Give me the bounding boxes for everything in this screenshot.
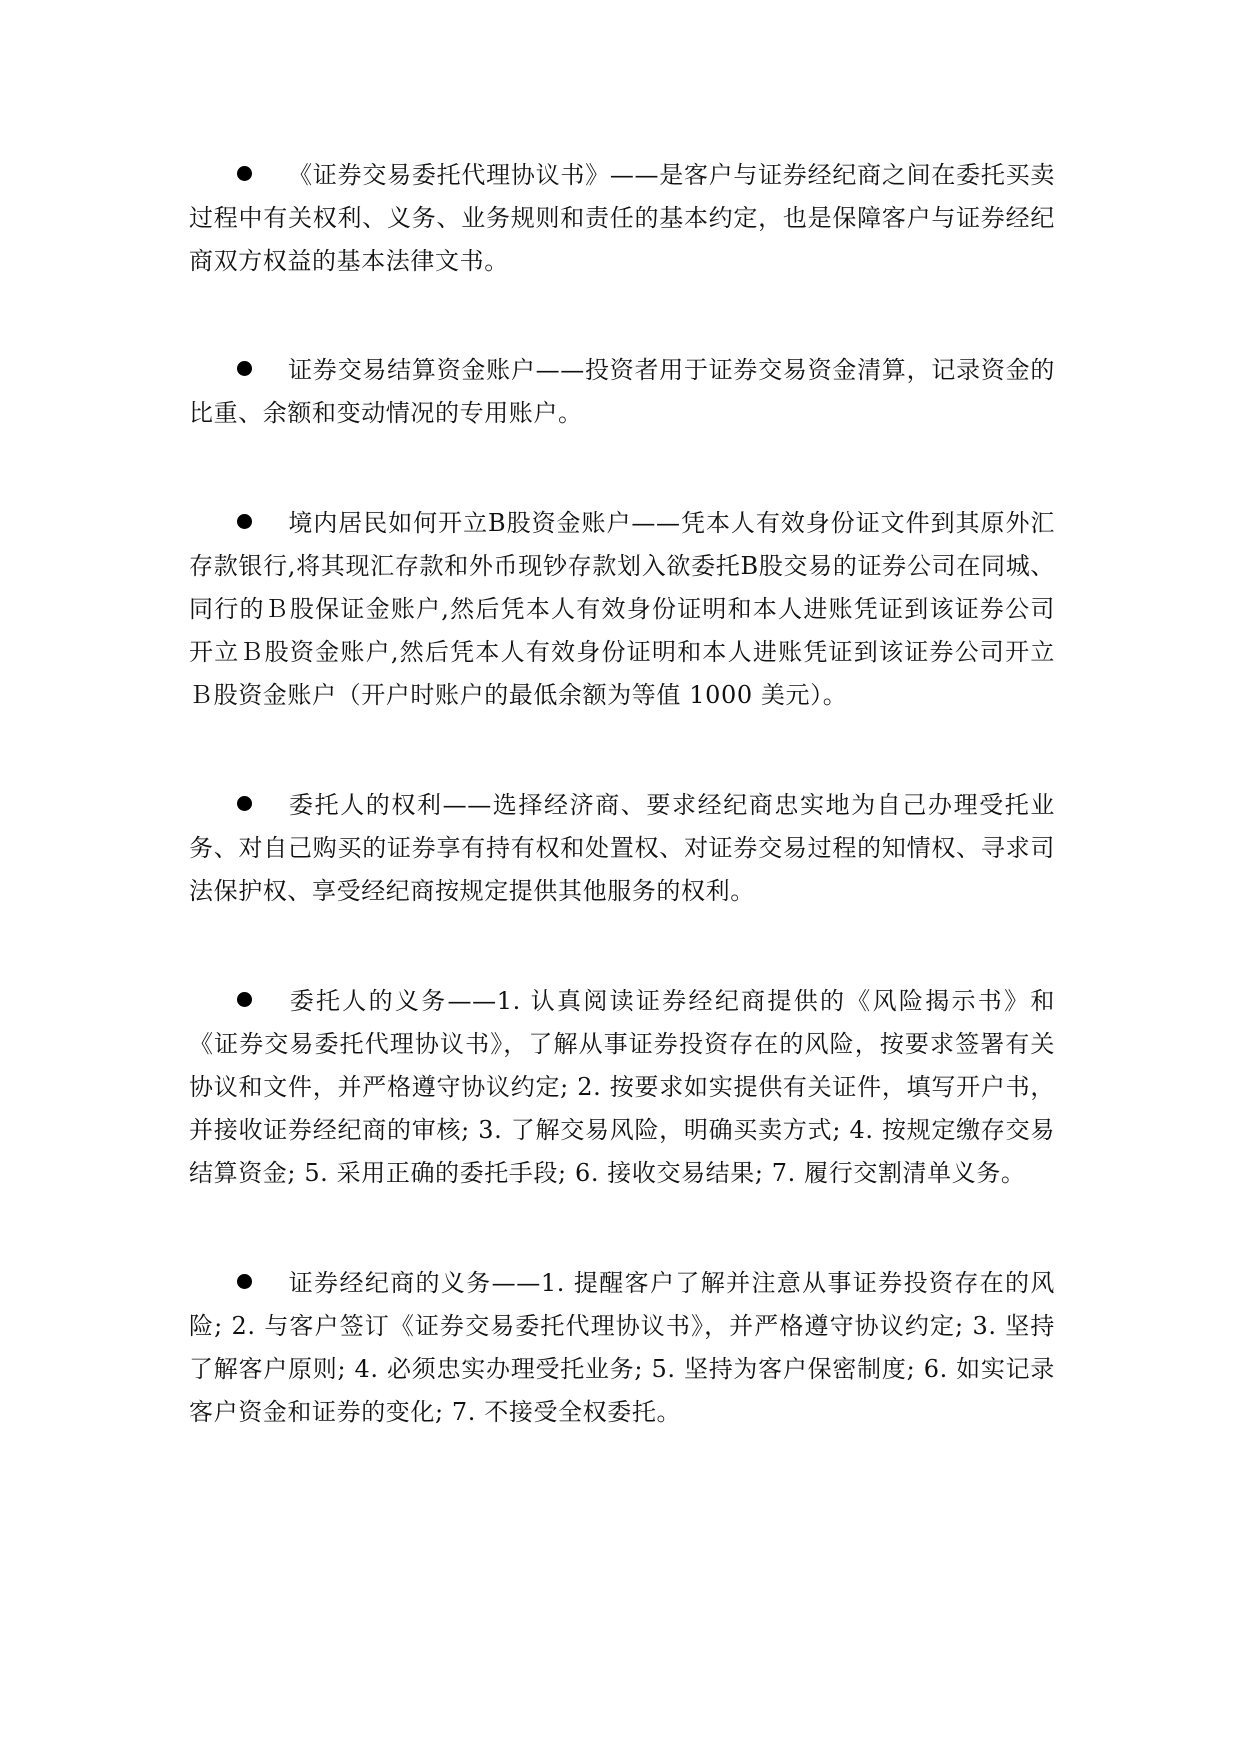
definition-entry (189, 784, 1055, 913)
entry-description: 投资者用于证券交易资金清算，记录资金的比重、余额和变动情况的专用账户。 (189, 356, 1055, 427)
entry-dash: —— (535, 356, 585, 384)
definition-entry (189, 1262, 1055, 1434)
entry-dash: —— (491, 1269, 541, 1297)
entry-term: 《证券交易委托代理协议书》 (288, 161, 610, 189)
bullet-icon (237, 514, 252, 529)
entry-description: 1. 提醒客户了解并注意从事证券投资存在的风险; 2. 与客户签订《证券交易委托代理协议书》，并严格遵守协议约定; 3. 坚持了解客户原则; 4. 必须忠实办理受托业务; 5. 坚持为客户保密制度; 6. 如实记录客户资金和证券的变化; 7. 不接受全权委托。 (189, 1269, 1055, 1426)
bullet-icon (237, 166, 252, 181)
bullet-icon (237, 1274, 252, 1289)
entry-term: 委托人的义务 (288, 987, 448, 1015)
definition-entry (189, 349, 1055, 435)
bullet-icon (237, 992, 252, 1007)
entry-term: 证券交易结算资金账户 (288, 356, 536, 384)
entry-term: 委托人的权利 (288, 791, 443, 819)
definition-entry (189, 980, 1055, 1195)
entry-description: 1. 认真阅读证券经纪商提供的《风险揭示书》和《证券交易委托代理协议书》，了解从事证券投资存在的风险，按要求签署有关协议和文件，并严格遵守协议约定; 2. 按要求如实提供有关证件，填写开户书，并接收证券经纪商的审核; 3. 了解交易风险，明确买卖方式; 4. 按规定缴存交易结算资金; 5. 采用正确的委托手段; 6. 接收交易结果; 7. 履行交割清单义务。 (189, 987, 1055, 1187)
entry-term: 境内居民如何开立B股资金账户 (288, 509, 632, 537)
definition-entry (189, 154, 1055, 283)
entry-dash: —— (447, 987, 497, 1015)
entry-term: 证券经纪商的义务 (288, 1269, 492, 1297)
bullet-icon (237, 361, 252, 376)
entry-dash: —— (442, 791, 492, 819)
definition-entry (189, 502, 1055, 717)
bullet-icon (237, 796, 252, 811)
entry-description: 凭本人有效身份证文件到其原外汇存款银行,将其现汇存款和外币现钞存款划入欲委托B股交易的证券公司在同城、同行的Ｂ股保证金账户,然后凭本人有效身份证明和本人进账凭证到该证券公司开立Ｂ股资金账户,然后凭本人有效身份证明和本人进账凭证到该证券公司开立Ｂ股资金账户（开户时账户的最低余额为等值 1000 美元）。 (189, 509, 1055, 709)
entry-description: 是客户与证券经纪商之间在委托买卖过程中有关权利、义务、业务规则和责任的基本约定，也是保障客户与证券经纪商双方权益的基本法律文书。 (189, 161, 1055, 275)
entry-dash: —— (631, 509, 681, 537)
entry-dash: —— (609, 161, 660, 189)
entry-description: 选择经济商、要求经纪商忠实地为自己办理受托业务、对自己购买的证券享有持有权和处置权、对证券交易过程的知情权、寻求司法保护权、享受经纪商按规定提供其他服务的权利。 (189, 791, 1055, 905)
